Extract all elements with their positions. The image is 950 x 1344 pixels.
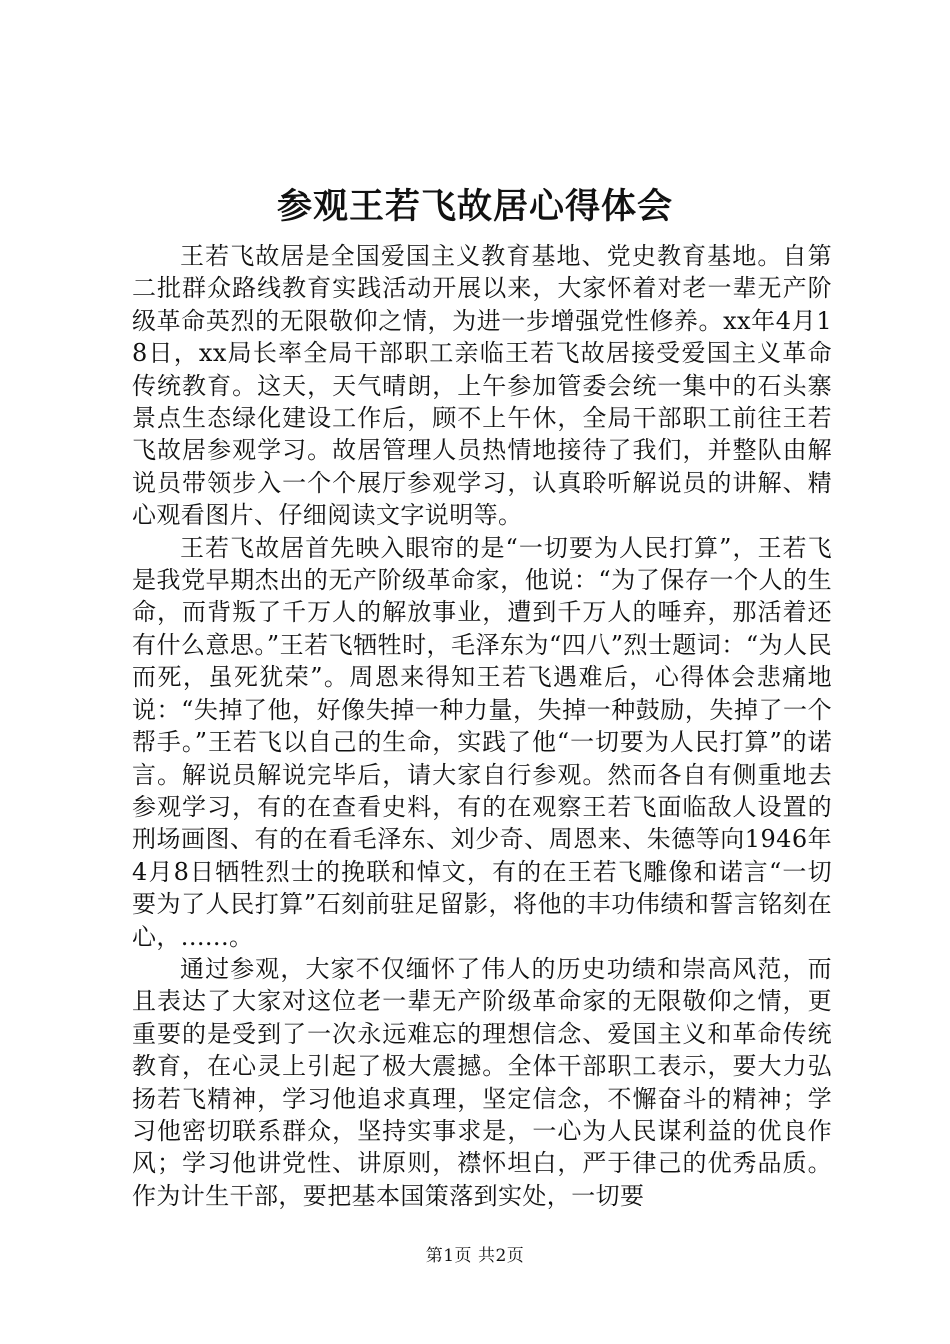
document-title: 参观王若飞故居心得体会 bbox=[276, 186, 673, 227]
paragraph-1: 王若飞故居是全国爱国主义教育基地、党史教育基地。自第二批群众路线教育实践活动开展以来，大家怀着对老一辈无产阶级革命英烈的无限敬仰之情，为进一步增强党性修养。xx年4月18日，xx局长率全局干部职工亲临王若飞故居接受爱国主义革命传统教育。这天，天气晴朗，上午参加管委会统一集中的石头寨景点生态绿化建设工作后，顾不上午休，全局干部职工前往王若飞故居参观学习。故居管理人员热情地接待了我们，并整队由解说员带领步入一个个展厅参观学习，认真聆听解说员的讲解、精心观看图片、仔细阅读文字说明等。 bbox=[132, 242, 832, 530]
paragraph-2: 王若飞故居首先映入眼帘的是“一切要为人民打算”，王若飞是我党早期杰出的无产阶级革命家，他说：“为了保存一个人的生命，而背叛了千万人的解放事业，遭到千万人的唾弃，那活着还有什么意思。”王若飞牺牲时，毛泽东为“四八”烈士题词：“为人民而死，虽死犹荣”。周恩来得知王若飞遇难后，心得体会悲痛地说：“失掉了他，好像失掉一种力量，失掉一种鼓励，失掉了一个帮手。”王若飞以自己的生命，实践了他“一切要为人民打算”的诺言。解说员解说完毕后，请大家自行参观。然而各自有侧重地去参观学习，有的在查看史料，有的在观察王若飞面临敌人设置的刑场画图、有的在看毛泽东、刘少奇、周恩来、朱德等向1946年4月8日牺牲烈士的挽联和悼文，有的在王若飞雕像和诺言“一切要为了人民打算”石刻前驻足留影，将他的丰功伟绩和誓言铭刻在心，......。 bbox=[132, 533, 832, 951]
page-footer: 第1页 共2页 bbox=[425, 1246, 525, 1266]
paragraph-3: 通过参观，大家不仅缅怀了伟人的历史功绩和崇高风范，而且表达了大家对这位老一辈无产阶级革命家的无限敬仰之情，更重要的是受到了一次永远难忘的理想信念、爱国主义和革命传统教育，在心灵上引起了极大震撼。全体干部职工表示，要大力弘扬若飞精神，学习他追求真理，坚定信念，不懈奋斗的精神；学习他密切联系群众，坚持实事求是，一心为人民谋利益的优良作风；学习他讲党性、讲原则，襟怀坦白，严于律己的优秀品质。作为计生干部，要把基本国策落到实处，一切要 bbox=[132, 954, 832, 1210]
document-body bbox=[132, 240, 832, 1212]
